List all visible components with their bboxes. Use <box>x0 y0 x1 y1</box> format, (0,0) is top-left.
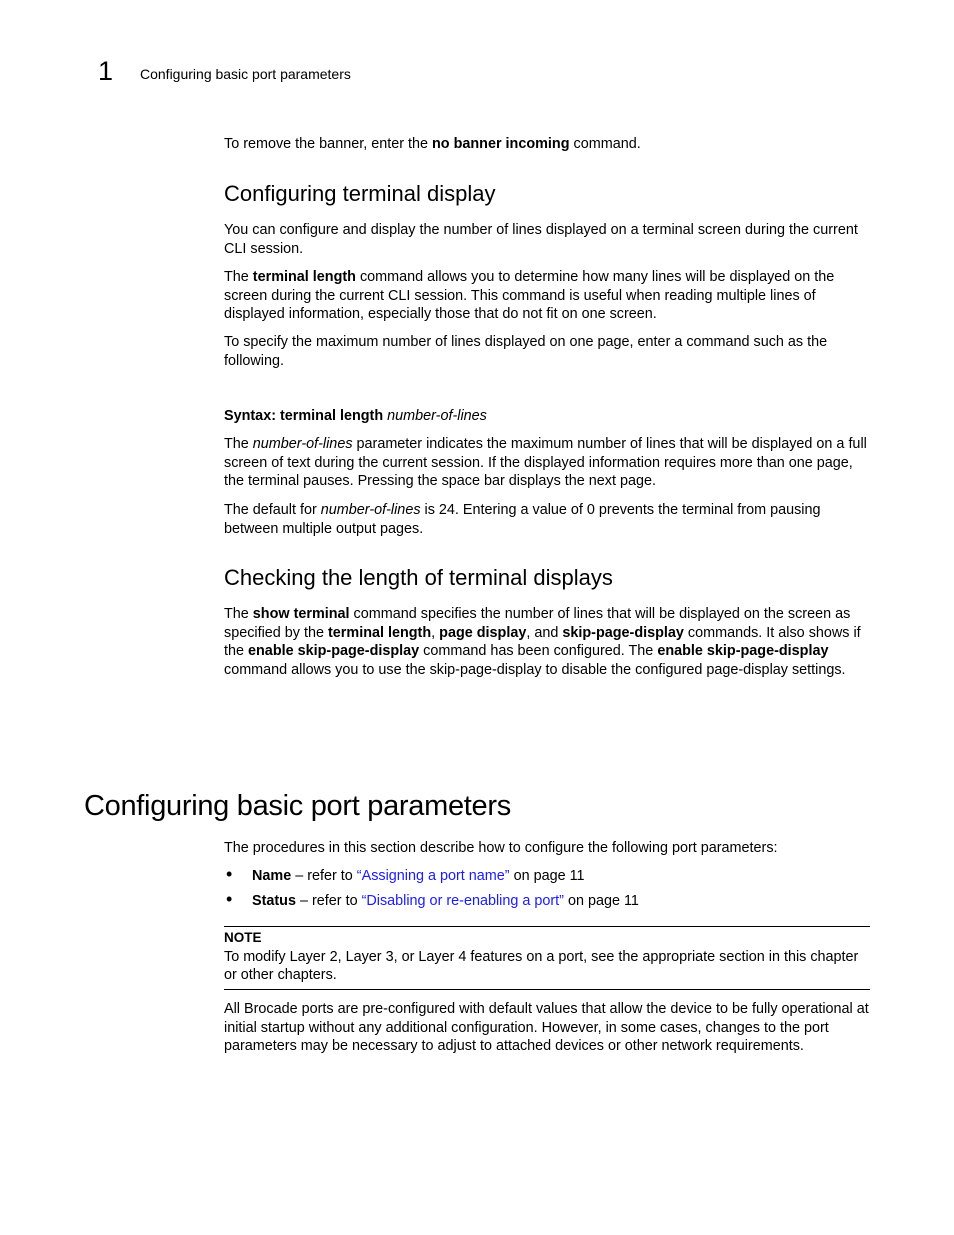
list-item: • Status – refer to “Disabling or re-enabling a port” on page 11 <box>224 892 870 911</box>
terminal-display-p4: The number-of-lines parameter indicates the maximum number of lines that will be displayed on a full screen of text during the current session. If the displayed information requires more than one page, the terminal pauses. Pressing the space bar displays the next page. <box>224 436 867 490</box>
heading-configuring-terminal-display: Configuring terminal display <box>224 181 496 206</box>
command-page-display: page display <box>439 624 527 641</box>
command-no-banner-incoming: no banner incoming <box>432 136 570 152</box>
link-assigning-a-port-name[interactable]: “Assigning a port name” <box>356 868 510 884</box>
note-bottom-rule <box>224 989 870 990</box>
note-label: NOTE <box>224 930 262 945</box>
link-disabling-or-re-enabling-a-port[interactable]: “Disabling or re-enabling a port” <box>361 892 564 909</box>
terminal-display-p2: The terminal length command allows you to determine how many lines will be displayed on the screen during the current CLI session. This command is useful when reading multiple lines of displayed information, especially those that do not fit on one screen. <box>224 269 835 323</box>
port-intro: The procedures in this section describe how to configure the following port parameters: <box>224 840 778 856</box>
note-top-rule <box>224 926 870 927</box>
syntax-label: Syntax: terminal length <box>224 408 384 424</box>
syntax-param: number-of-lines <box>387 408 487 424</box>
port-closing-paragraph: All Brocade ports are pre-configured with default values that allow the device to be fully operational at initial startup without any additional configuration. However, in some cases, changes to the port parameters may be necessary to adjust to attached devices or other network requirements. <box>224 1001 869 1055</box>
intro-paragraph <box>224 135 870 154</box>
syntax-line <box>224 407 870 426</box>
command-show-terminal: show terminal <box>252 606 350 622</box>
note-text: To modify Layer 2, Layer 3, or Layer 4 features on a port, see the appropriate section in this chapter or other chapters. <box>224 948 859 984</box>
command-skip-page-display: skip-page-display <box>562 624 684 641</box>
heading-configuring-basic-port-parameters: Configuring basic port parameters <box>84 790 511 822</box>
port-bullet-list <box>224 867 870 910</box>
command-enable-skip-page-display: enable skip-page-display <box>248 643 420 660</box>
note-block <box>224 929 870 985</box>
running-header: Configuring basic port parameters <box>140 66 351 82</box>
terminal-display-p3: To specify the maximum number of lines displayed on one page, enter a command such as the following. <box>224 334 828 369</box>
terminal-display-p1: You can configure and display the number of lines displayed on a terminal screen during the current CLI session. <box>224 222 858 257</box>
terminal-display-p5: The default for number-of-lines is 24. Entering a value of 0 prevents the terminal from pausing between multiple output pages. <box>224 502 821 537</box>
intro-text: To remove the banner, enter the <box>224 136 432 152</box>
command-terminal-length: terminal length <box>328 624 432 641</box>
list-item: • Name – refer to “Assigning a port name” on page 11 <box>224 867 870 886</box>
intro-text-end: command. <box>569 136 641 152</box>
heading-checking-terminal-length: Checking the length of terminal displays <box>224 565 613 590</box>
checking-paragraph: The show terminal command specifies the number of lines that will be displayed on the screen as specified by the terminal length, page display, and skip-page-display commands. It also shows if the enable skip-page-display command has been configured. The enable skip-page-display command allows you to use the skip-page-display to disable the configured page-display settings. <box>224 606 861 678</box>
chapter-number: 1 <box>98 56 114 86</box>
command-enable-skip-page-display: enable skip-page-display <box>657 643 829 660</box>
command-terminal-length: terminal length <box>252 269 356 285</box>
